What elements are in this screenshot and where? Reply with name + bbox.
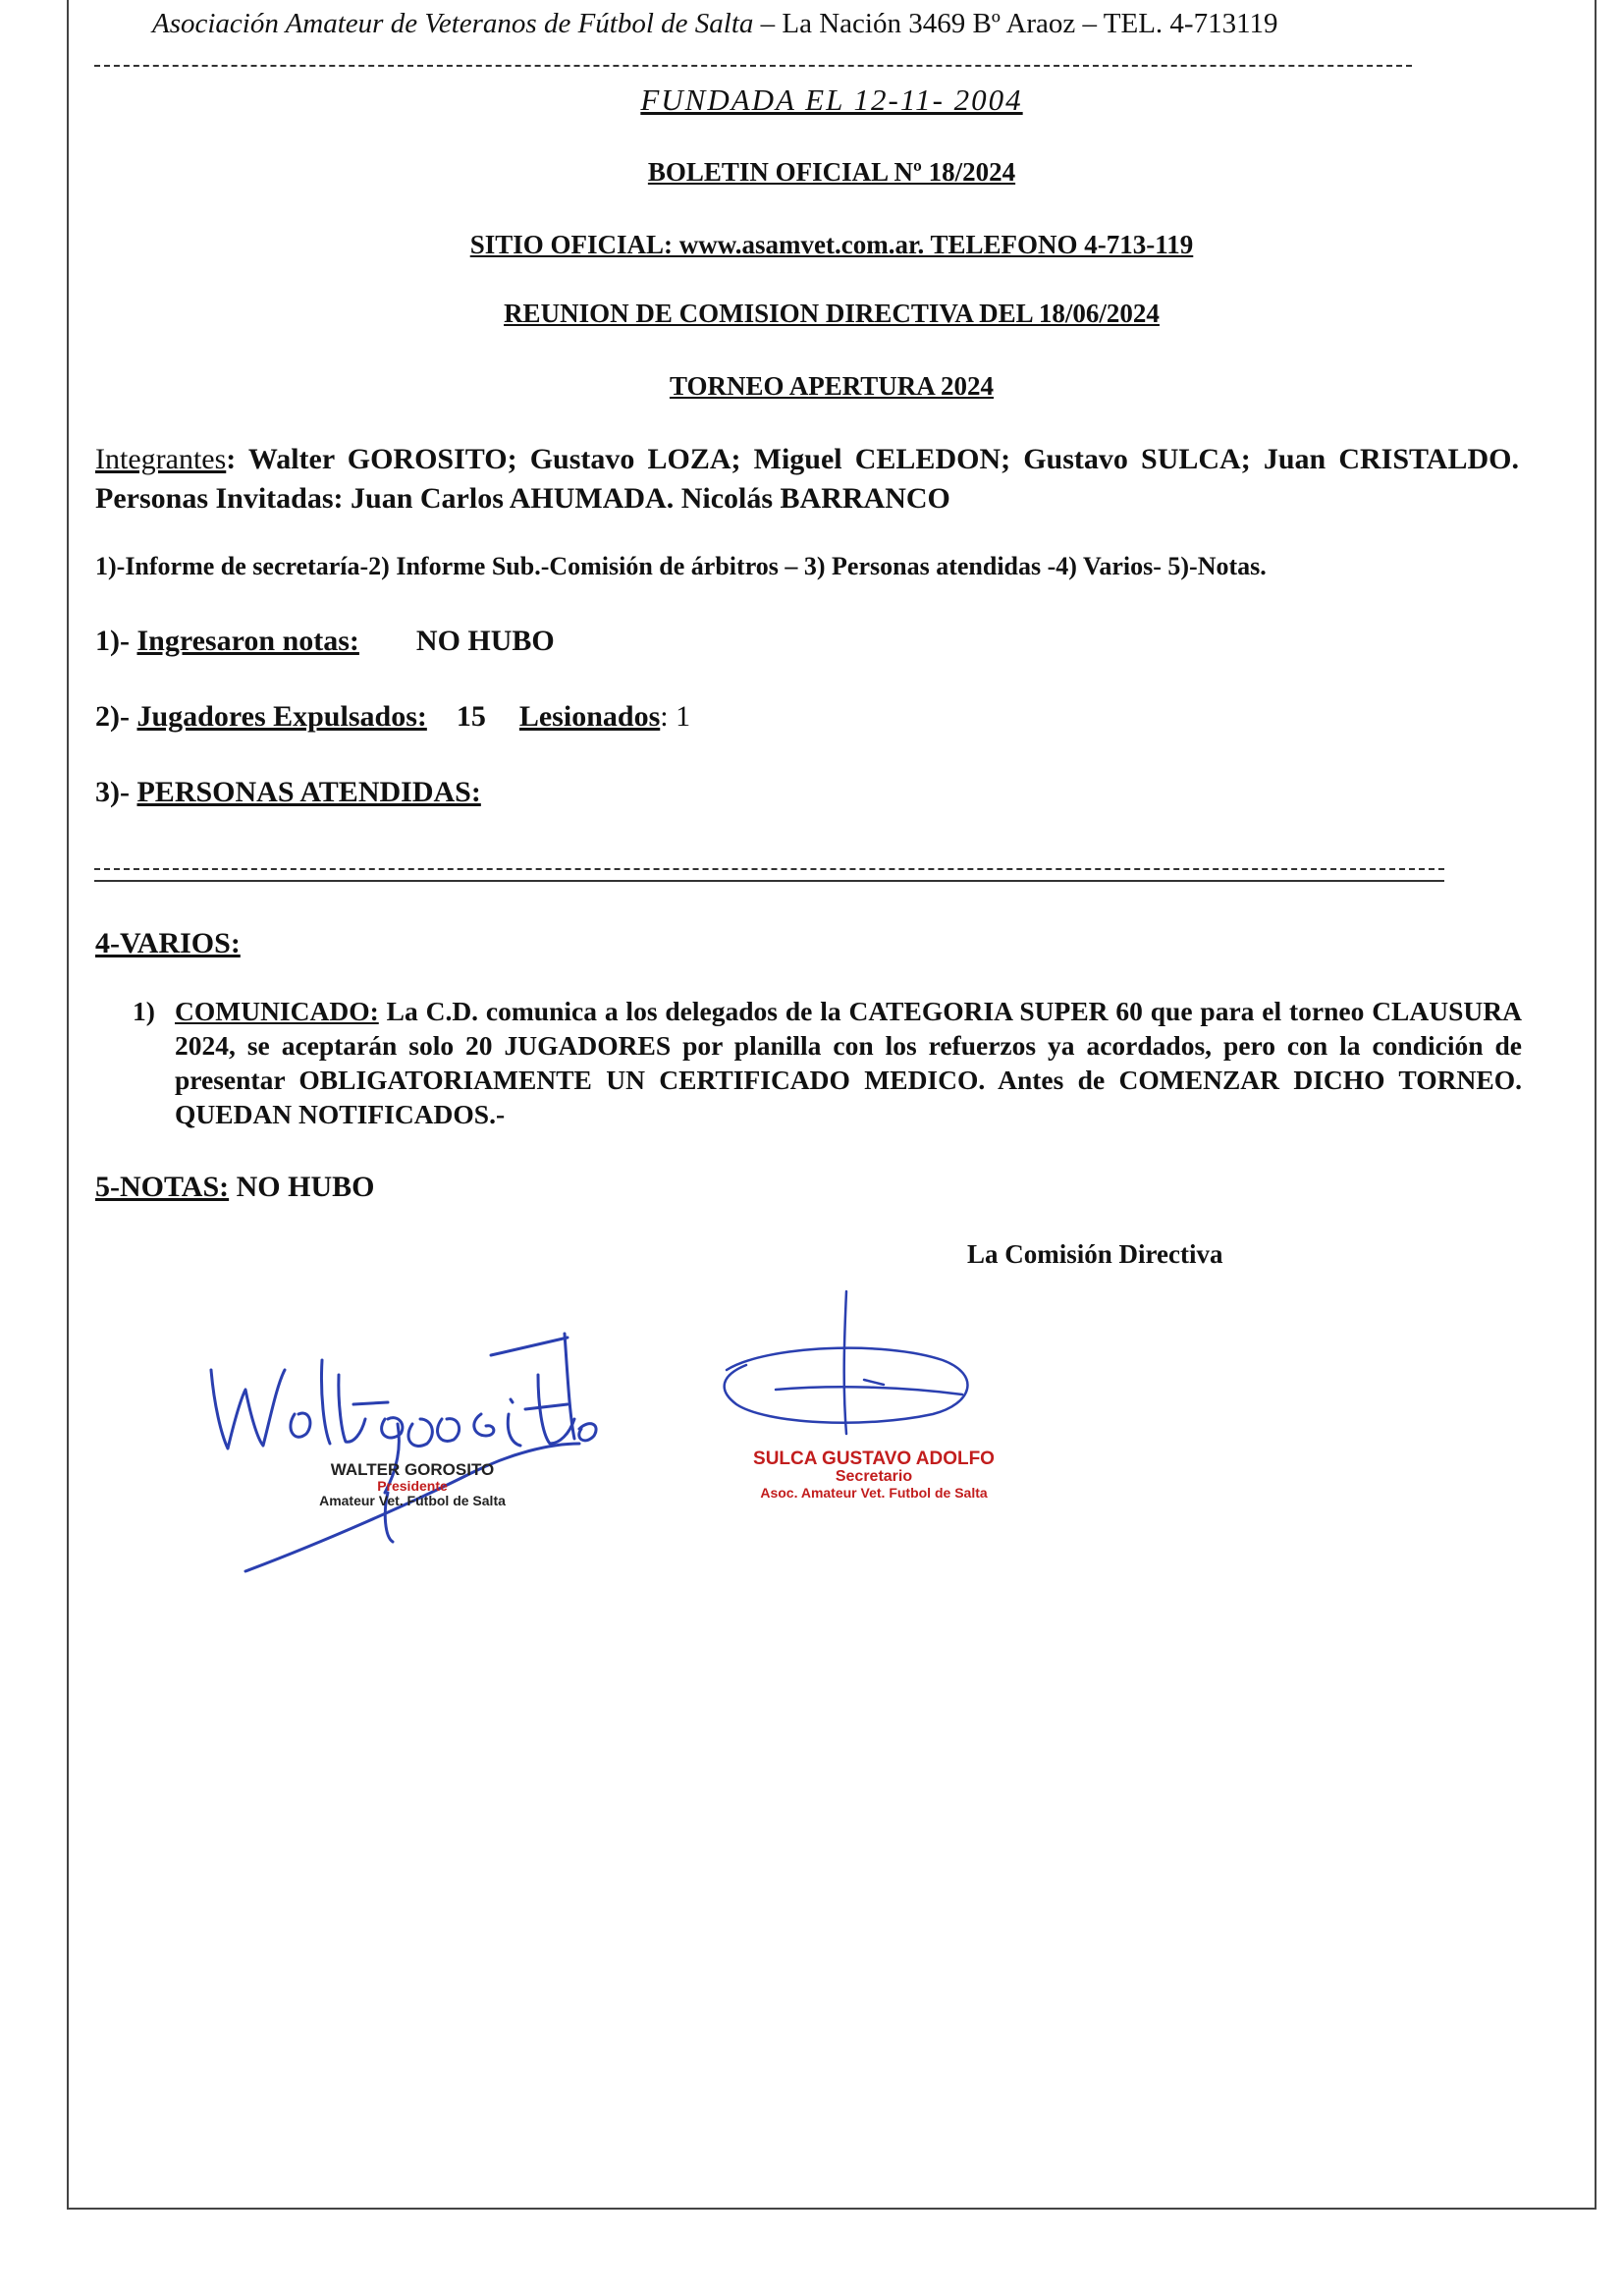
left-signer-org: Amateur Vet. Fútbol de Salta <box>319 1492 506 1508</box>
bulletin-title: BOLETIN OFICIAL Nº 18/2024 <box>647 157 1016 187</box>
item-3 <box>95 776 481 809</box>
members-label: Integrantes <box>95 443 227 475</box>
item-1-label: Ingresaron notas: <box>136 625 359 657</box>
address-phone: – La Nación 3469 Bº Araoz – TEL. 4-713119 <box>753 8 1278 39</box>
closing-signature-line: La Comisión Directiva <box>967 1239 1223 1269</box>
expelled-label: Jugadores Expulsados: <box>136 700 427 733</box>
organization-name: Asociación Amateur de Veteranos de Fútbol de Salta <box>152 8 754 39</box>
left-signer-role: Presidente <box>377 1477 448 1494</box>
letterhead <box>152 8 1278 40</box>
notas-label: 5-NOTAS: <box>95 1171 230 1203</box>
members-paragraph <box>95 440 1519 519</box>
right-signer-role: Secretario <box>835 1467 913 1485</box>
members-text: : Walter GOROSITO; Gustavo LOZA; Miguel CELEDON; Gustavo SULCA; Juan CRISTALDO. Personas Invitadas: Juan Carlos AHUMADA. Nicolás BARRANCO <box>95 443 1519 515</box>
section-divider-1 <box>94 868 1444 870</box>
item-2 <box>95 700 690 734</box>
section-divider-2 <box>94 880 1444 882</box>
varios-item-number: 1) <box>133 996 155 1026</box>
founded-date: FUNDADA EL 12-11- 2004 <box>640 82 1023 117</box>
left-signer-name: WALTER GOROSITO <box>330 1460 495 1479</box>
signature-left-stamp <box>295 1461 530 1507</box>
official-site: SITIO OFICIAL: www.asamvet.com.ar. TELEFONO 4-713-119 <box>469 230 1194 259</box>
expelled-value: 15 <box>456 700 486 733</box>
item-3-prefix: 3)- <box>95 776 137 808</box>
meeting-title: REUNION DE COMISION DIRECTIVA DEL 18/06/2024 <box>504 299 1160 328</box>
item-1-prefix: 1)- <box>95 625 137 657</box>
varios-item-text: La C.D. comunica a los delegados de la CATEGORIA SUPER 60 que para el torneo CLAUSURA 2024, se aceptarán solo 20 JUGADORES por planilla con los refuerzos ya acordados, pero con la condición de presentar OBLIGATORIAMENTE UN CERTIFICADO MEDICO. Antes de COMENZAR DICHO TORNEO. QUEDAN NOTIFICADOS.- <box>175 996 1522 1129</box>
right-signer-org: Asoc. Amateur Vet. Futbol de Salta <box>760 1484 988 1501</box>
notas <box>95 1171 374 1204</box>
notas-value: NO HUBO <box>236 1171 375 1203</box>
injured-value: : 1 <box>660 700 691 733</box>
varios-heading: 4-VARIOS: <box>95 927 241 959</box>
item-1-value: NO HUBO <box>415 625 555 657</box>
tournament-title: TORNEO APERTURA 2024 <box>669 371 995 401</box>
right-signer-name: SULCA GUSTAVO ADOLFO <box>753 1449 995 1469</box>
header-divider <box>94 65 1412 67</box>
item-1 <box>95 625 555 658</box>
varios-item-label: COMUNICADO: <box>175 996 379 1026</box>
signature-right-stamp <box>746 1449 1001 1500</box>
item-2-prefix: 2)- <box>95 700 137 733</box>
injured-label: Lesionados <box>518 700 661 733</box>
item-3-label: PERSONAS ATENDIDAS: <box>136 776 481 808</box>
varios-item <box>133 994 1522 1131</box>
agenda: 1)-Informe de secretaría-2) Informe Sub.-Comisión de árbitros – 3) Personas atendidas -4) Varios- 5)-Notas. <box>95 552 1267 580</box>
